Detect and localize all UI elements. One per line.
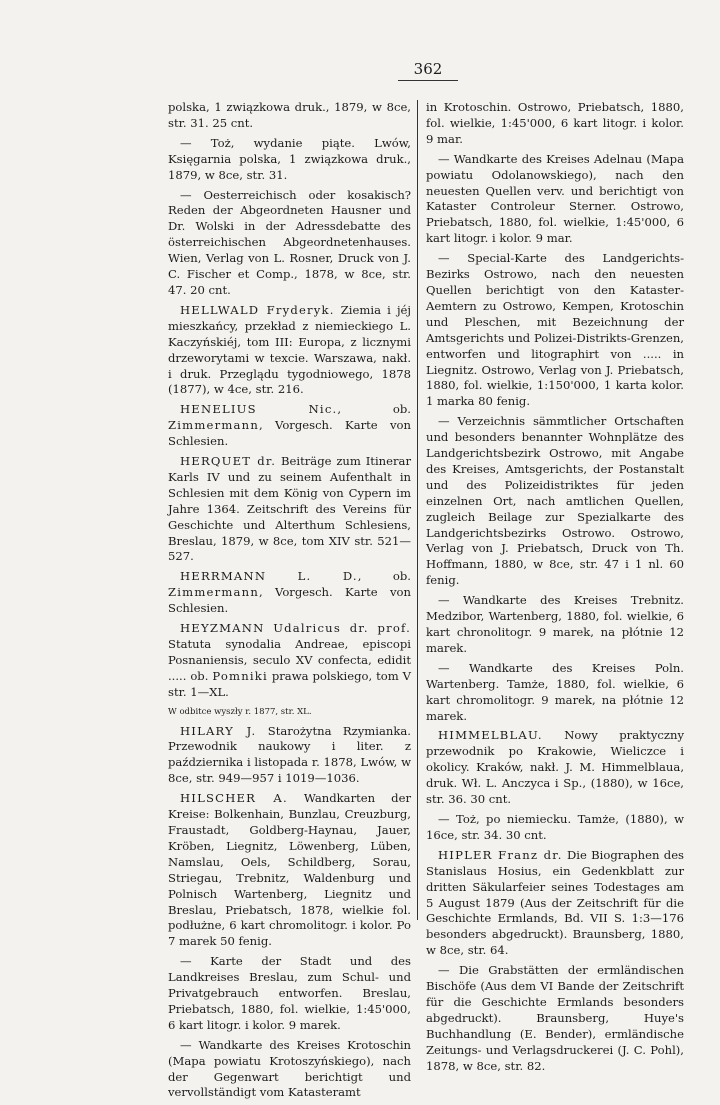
bibliography-entry — [168, 303, 411, 398]
bibliography-entry — [168, 402, 411, 450]
entry-author: HILARY J. — [180, 723, 257, 738]
entry-text: — Die Grabstätten der ermländischen Bischöfe (Aus dem VI Bande der Zeitschrift für die Geschichte Ermlands besonders abgedruckt). Braunsberg, Huye's Buchhandlung (E. Bender), ermländische Zeitungs- und Verlagsdruckerei (J. C. Pohl), 1878, w 8ce, str. 82. — [426, 963, 684, 1073]
right-column — [426, 100, 684, 1078]
bibliography-entry — [426, 100, 684, 148]
entry-author: HERRMANN L. D., — [180, 569, 363, 584]
bibliography-entry — [168, 724, 411, 788]
entry-author: HILSCHER A. — [180, 791, 288, 806]
entry-text: — Special-Karte des Landgerichts-Bezirks Ostrowo, nach den neuesten Quellen berichtigt von den Kataster-Aemtern zu Ostrowo, Kempen, Krotoschin und Pleschen, mit Bezeichnung der Amtsgerichts und Polizei-Distrikts-Grenzen, entworfen und litographirt von ..... in Liegnitz. Ostrowo, Verlag von J. Priebatsch, 1880, fol. wielkie, 1:150'000, 1 karta kolor. 1 marka 80 fenig. — [426, 251, 684, 409]
entry-text: — Verzeichnis sämmtlicher Ortschaften und besonders benannter Wohnplätze des Landgerichtsbezirk Ostrowo, mit Angabe des Kreises, Amtsgerichts, der Postanstalt und des Polizeidistriktes für jeden einzelnen Ort, nach amtlichen Quellen, zugleich Beilage zur Spezialkarte des Landgerichtsbezirks Ostrowo. Ostrowo, Verlag von J. Priebatsch, Druck von Th. Hoffmann, 1880, w 8ce, str. 47 i 1 nl. 60 fenig. — [426, 414, 684, 588]
entry-text: , Vorgesch. Karte von Schlesien. — [168, 418, 411, 449]
entry-text: polska, 1 związkowa druk., 1879, w 8ce, str. 31. 25 cnt. — [168, 100, 411, 130]
entry-author: HERQUET dr. — [180, 454, 277, 469]
entry-reference: Pomniki — [212, 668, 268, 683]
bibliography-entry — [426, 728, 684, 808]
entry-text: Starożytna Rzymianka. Przewodnik naukowy i liter. z października i listopada r. 1878, Lwów, w 8ce, str. 949—957 i 1019—1036. — [168, 723, 411, 786]
bibliography-entry — [168, 188, 411, 299]
page-number: 362 — [398, 58, 458, 81]
entry-author: HIMMELBLAU. — [438, 728, 543, 743]
entry-text: — Wandkarte des Kreises Trebnitz. Medzibor, Wartenberg, 1880, fol. wielkie, 6 kart chronolitogr. 9 marek, na płótnie 12 marek. — [426, 593, 684, 655]
bibliography-entry — [168, 100, 411, 132]
bibliography-entry — [168, 569, 411, 617]
entry-text: — Wandkarte des Kreises Krotoschin (Mapa powiatu Krotoszyńskiego), nach der Gegenwart berichtigt und vervollständigt vom Katasteramt — [168, 1037, 411, 1100]
entry-text: Ziemia i jéj mieszkańcy, przekład z niemieckiego L. Kaczyńskiéj, tom III: Europa, z licznymi drzeworytami w texcie. Warszawa, nakł. i druk. Przeglądu tygodniowego, 1878 (1877), w 4ce, str. 216. — [168, 302, 411, 397]
bibliography-entry — [168, 454, 411, 565]
entry-text: — Karte der Stadt und des Landkreises Breslau, zum Schul- und Privatgebrauch entworfen. Breslau, Priebatsch, 1880, fol. wielkie, 1:45'000, 6 kart litogr. i kolor. 9 marek. — [168, 954, 411, 1032]
entry-text: Die Biographen des Stanislaus Hosius, ein Gedenkblatt zur dritten Säkularfeier seines Todestages am 5 August 1879 (Aus der Zeitschrift für die Geschichte Ermlands, Bd. VII S. 1:3—176 besonders abgedruckt). Braunsberg, 1880, w 8ce, str. 64. — [426, 847, 685, 958]
bibliography-entry — [426, 812, 684, 844]
entry-author: HIPLER Franz dr. — [438, 847, 563, 862]
entry-text: Wandkarten der Kreise: Bolkenhain, Bunzlau, Creuzburg, Fraustadt, Goldberg-Haynau, Jauer, Kröben, Liegnitz, Löwenberg, Lüben, Namslau, Oels, Schildberg, Sorau, Striegau, Trebnitz, Waldenburg und Polnisch Wartenberg, Liegnitz und Breslau, Priebatsch, 1878, wielkie fol. podłużne, 6 kart chromolitogr. i kolor. Po 7 marek 50 fenig. — [168, 791, 411, 949]
bibliography-entry — [168, 954, 411, 1034]
bibliography-entry — [426, 414, 684, 589]
entry-reference: Zimmermann — [168, 585, 259, 600]
bibliography-entry — [426, 661, 684, 725]
entry-text: — Wandkarte des Kreises Adelnau (Mapa powiatu Odolanowskiego), nach den neuesten Quellen verv. und berichtigt von Kataster Controleur Sterner. Ostrowo, Priebatsch, 1880, fol. wielkie, 1:45'000, 6 kart litogr. i kolor. 9 mar. — [426, 151, 684, 246]
column-divider — [417, 100, 418, 920]
entry-reference: Zimmermann — [168, 418, 259, 433]
bibliography-entry — [426, 251, 684, 410]
entry-text: — Oesterreichisch oder kosakisch? Reden der Abgeordneten Hausner und Dr. Wolski in der Adressdebatte des österreichischen Abgeordnetenhauses. Wien, Verlag von L. Rosner, Druck von J. C. Fischer et Comp., 1878, w 8ce, str. 47. 20 cnt. — [168, 187, 411, 297]
entry-text: prawa polskiego, tom V str. 1—XL. — [168, 668, 411, 699]
entry-author: HEYZMANN Udalricus dr. prof. — [180, 621, 411, 636]
entry-text: ob. — [342, 402, 411, 417]
entry-text: in Krotoschin. Ostrowo, Priebatsch, 1880, fol. wielkie, 1:45'000, 6 kart litogr. i kolor. 9 mar. — [426, 100, 684, 146]
bibliography-entry — [168, 791, 411, 950]
entry-text: — Toż, po niemiecku. Tamże, (1880), w 16ce, str. 34. 30 cnt. — [426, 811, 684, 842]
entry-author: HENELIUS Nic., — [180, 402, 343, 417]
entry-text: Statuta synodalia Andreae, episcopi Posnaniensis, seculo XV confecta, edidit ..... ob. — [168, 637, 411, 683]
entry-note: W odbitce wyszły r. 1877, str. XL. — [168, 706, 312, 717]
left-column — [168, 100, 411, 1105]
entry-text: , Vorgesch. Karte von Schlesien. — [168, 585, 411, 616]
entry-text: — Toż, wydanie piąte. Lwów, Księgarnia polska, 1 związkowa druk., 1879, w 8ce, str. 31. — [168, 135, 411, 182]
entry-text: Nowy praktyczny przewodnik po Krakowie, Wieliczce i okolicy. Kraków, nakł. J. M. Himmelblaua, druk. Wł. L. Anczyca i Sp., (1880), w 16ce, str. 36. 30 cnt. — [426, 728, 684, 807]
entry-text: — Wandkarte des Kreises Poln. Wartenberg. Tamże, 1880, fol. wielkie, 6 kart chromolitogr. 9 marek, na płótnie 12 marek. — [426, 660, 684, 723]
bibliography-entry — [168, 136, 411, 184]
bibliography-entry — [168, 621, 411, 701]
bibliography-entry — [426, 593, 684, 657]
bibliography-entry — [426, 152, 684, 247]
entry-author: HELLWALD Fryderyk. — [180, 302, 335, 317]
entry-text: ob. — [362, 569, 411, 584]
bibliography-entry — [168, 1038, 411, 1102]
bibliography-entry — [426, 848, 684, 959]
entry-text: Beiträge zum Itinerar Karls IV und zu seinem Aufenthalt in Schlesien mit dem König von Cypern im Jahre 1364. Zeitschrift des Vereins für Geschichte und Alterthum Schlesiens, Breslau, 1879, w 8ce, tom XIV str. 521—527. — [168, 454, 411, 564]
